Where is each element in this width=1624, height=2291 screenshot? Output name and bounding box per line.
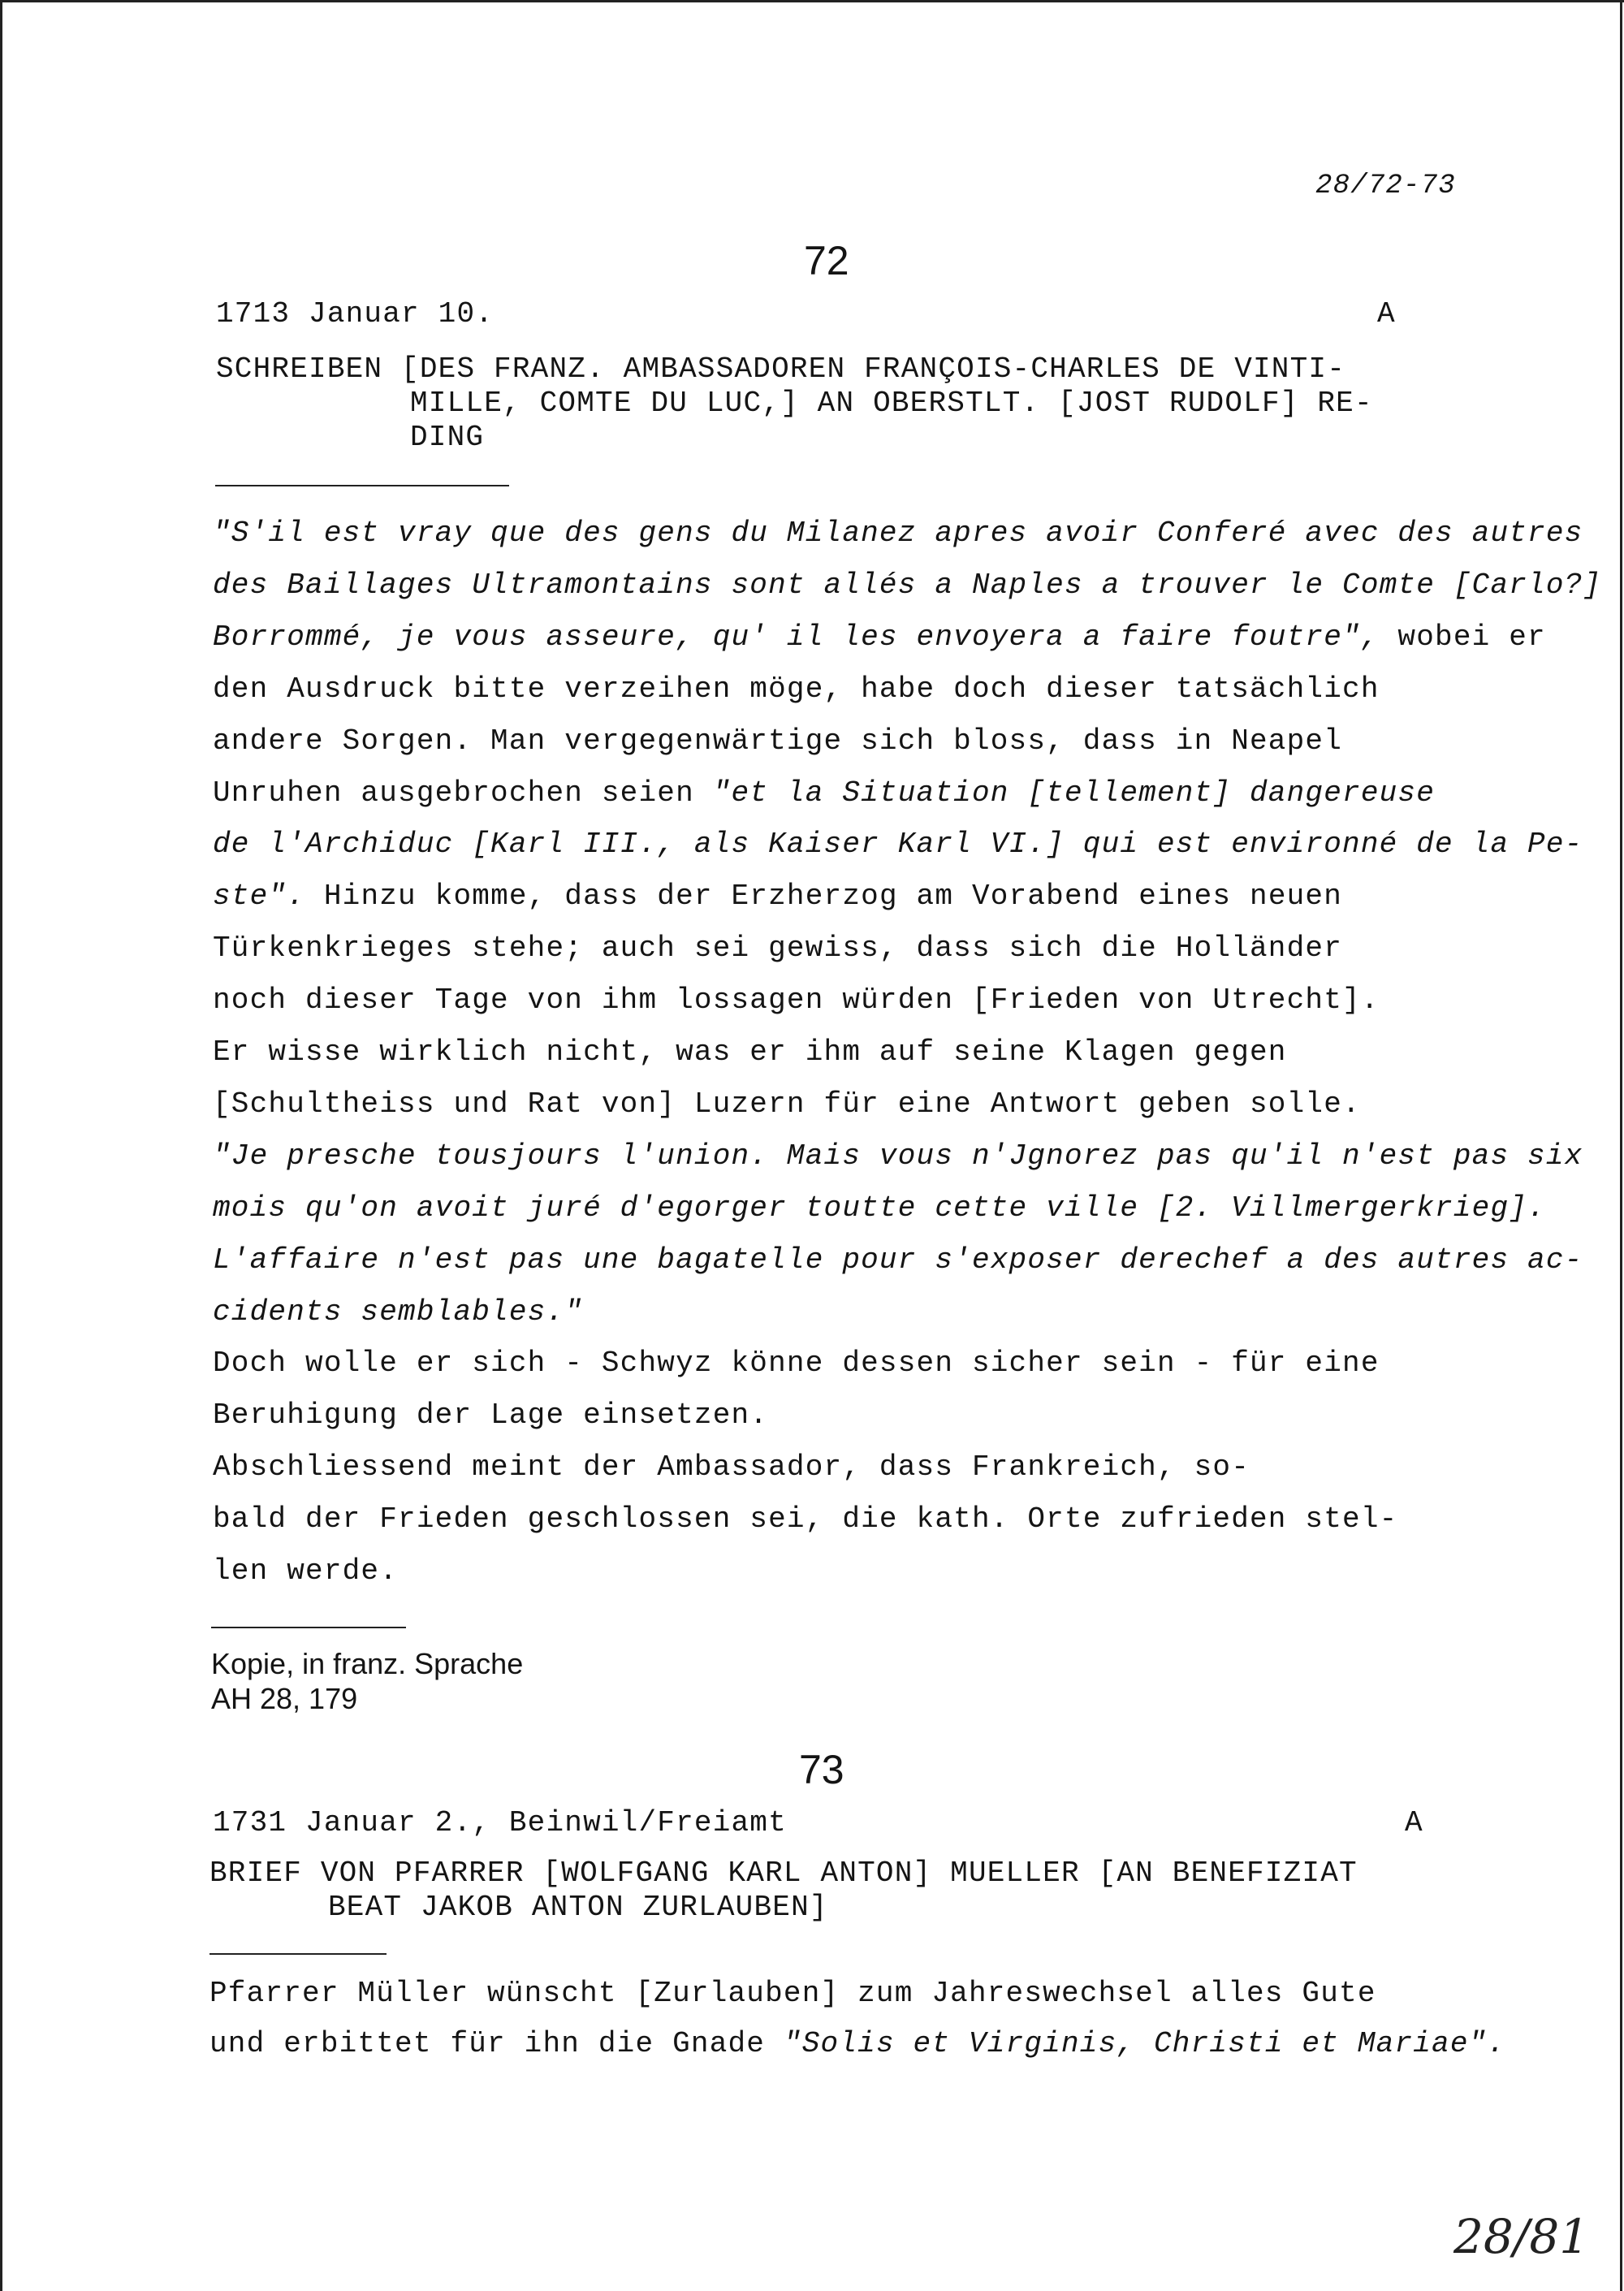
body-line: Pfarrer Müller wünscht [Zurlauben] zum Jahreswechsel alles Gute (209, 1977, 1376, 2010)
body-line (213, 828, 1583, 861)
separator-rule (215, 485, 509, 486)
document-date: 1731 Januar 2., Beinwil/Freiamt (213, 1806, 787, 1839)
body-text: wobei er (1379, 620, 1546, 654)
body-text: Unruhen ausgebrochen seien (213, 776, 713, 810)
body-text: noch dieser Tage von ihm lossagen würden [Frieden von Utrecht]. (213, 983, 1380, 1018)
separator-rule (209, 1953, 387, 1955)
body-line (213, 932, 1342, 965)
body-quote: des Baillages Ultramontains sont allés a Naples a trouver le Comte [Carlo?] (213, 568, 1602, 602)
body-text: bald der Frieden geschlossen sei, die kath. Orte zufrieden stel- (213, 1502, 1398, 1537)
document-title-line: SCHREIBEN [DES FRANZ. AMBASSADOREN FRANÇOIS-CHARLES DE VINTI- (216, 352, 1346, 386)
body-line (213, 1087, 1361, 1121)
body-text: [Schultheiss und Rat von] Luzern für eine Antwort geben solle. (213, 1087, 1361, 1121)
body-quote: "S'il est vray que des gens du Milanez apres avoir Conferé avec des autres (213, 517, 1583, 550)
body-line (213, 724, 1342, 758)
page-border-left (0, 0, 2, 2291)
body-line (213, 880, 1342, 913)
body-text: Abschliessend meint der Ambassador, dass Frankreich, so- (213, 1450, 1250, 1485)
body-line (213, 517, 1583, 550)
page-border-right (1620, 0, 1622, 2291)
body-line (213, 1398, 768, 1432)
archive-reference: AH 28, 179 (211, 1682, 358, 1715)
body-line (213, 568, 1601, 602)
document-number-72: 72 (804, 238, 849, 283)
body-text: Hinzu komme, dass der Erzherzog am Vorabend eines neuen (305, 880, 1343, 914)
page-border-top (0, 0, 1624, 2)
body-text: den Ausdruck bitte verzeihen möge, habe doch dieser tatsächlich (213, 672, 1380, 706)
body-line (213, 672, 1380, 706)
body-text: und erbittet für ihn die Gnade (209, 2027, 784, 2060)
body-text: Doch wolle er sich - Schwyz könne dessen sicher sein - für eine (213, 1347, 1380, 1381)
document-number-73: 73 (799, 1747, 844, 1792)
body-line (213, 1243, 1583, 1277)
body-text: Türkenkrieges stehe; auch sei gewiss, dass sich die Holländer (213, 932, 1343, 966)
body-line (213, 1554, 398, 1588)
body-line (213, 1139, 1583, 1173)
body-text: Er wisse wirklich nicht, was er ihm auf seine Klagen gegen (213, 1035, 1287, 1069)
body-line (213, 1191, 1546, 1225)
body-line (209, 2027, 1505, 2060)
document-title-line: MILLE, COMTE DU LUC,] AN OBERSTLT. [JOST RUDOLF] RE- (410, 387, 1373, 420)
body-text: Beruhigung der Lage einsetzen. (213, 1398, 769, 1433)
body-quote: "et la Situation [tellement] dangereuse (712, 776, 1436, 810)
body-line (213, 983, 1380, 1017)
body-line (213, 776, 1435, 810)
document-marker: A (1405, 1806, 1423, 1839)
body-quote: cidents semblables." (213, 1295, 584, 1329)
body-line (213, 1450, 1250, 1484)
body-line (213, 1347, 1380, 1380)
body-line (213, 1502, 1397, 1536)
document-title-line: BRIEF VON PFARRER [WOLFGANG KARL ANTON] MUELLER [AN BENEFIZIAT (209, 1857, 1358, 1890)
document-marker: A (1377, 297, 1396, 331)
body-text: len werde. (213, 1554, 399, 1588)
body-line (213, 1035, 1287, 1069)
body-quote: de l'Archiduc [Karl III., als Kaiser Karl VI.] qui est environné de la Pe- (213, 828, 1583, 862)
source-note: Kopie, in franz. Sprache (211, 1647, 524, 1680)
body-line (213, 620, 1546, 654)
body-quote: Borrommé, je vous asseure, qu' il les envoyera a faire foutre", (213, 620, 1380, 654)
body-text: andere Sorgen. Man vergegenwärtige sich bloss, dass in Neapel (213, 724, 1343, 758)
page-reference: 28/72-73 (1315, 171, 1456, 201)
body-quote: "Je presche tousjours l'union. Mais vous n'Jgnorez pas qu'il n'est pas six (213, 1139, 1583, 1173)
document-title-line: DING (410, 421, 485, 454)
body-line (213, 1295, 583, 1329)
document-title-line: BEAT JAKOB ANTON ZURLAUBEN] (328, 1891, 828, 1924)
body-quote: L'affaire n'est pas une bagatelle pour s'exposer derechef a des autres ac- (213, 1243, 1583, 1277)
separator-rule (211, 1627, 406, 1628)
body-quote: "Solis et Virginis, Christi et Mariae". (783, 2027, 1506, 2060)
document-date: 1713 Januar 10. (216, 297, 495, 331)
handwritten-folio-number: 28/81 (1453, 2209, 1590, 2264)
body-quote: ste". (213, 880, 306, 914)
body-quote: mois qu'on avoit juré d'egorger toutte cette ville [2. Villmergerkrieg]. (213, 1191, 1546, 1225)
